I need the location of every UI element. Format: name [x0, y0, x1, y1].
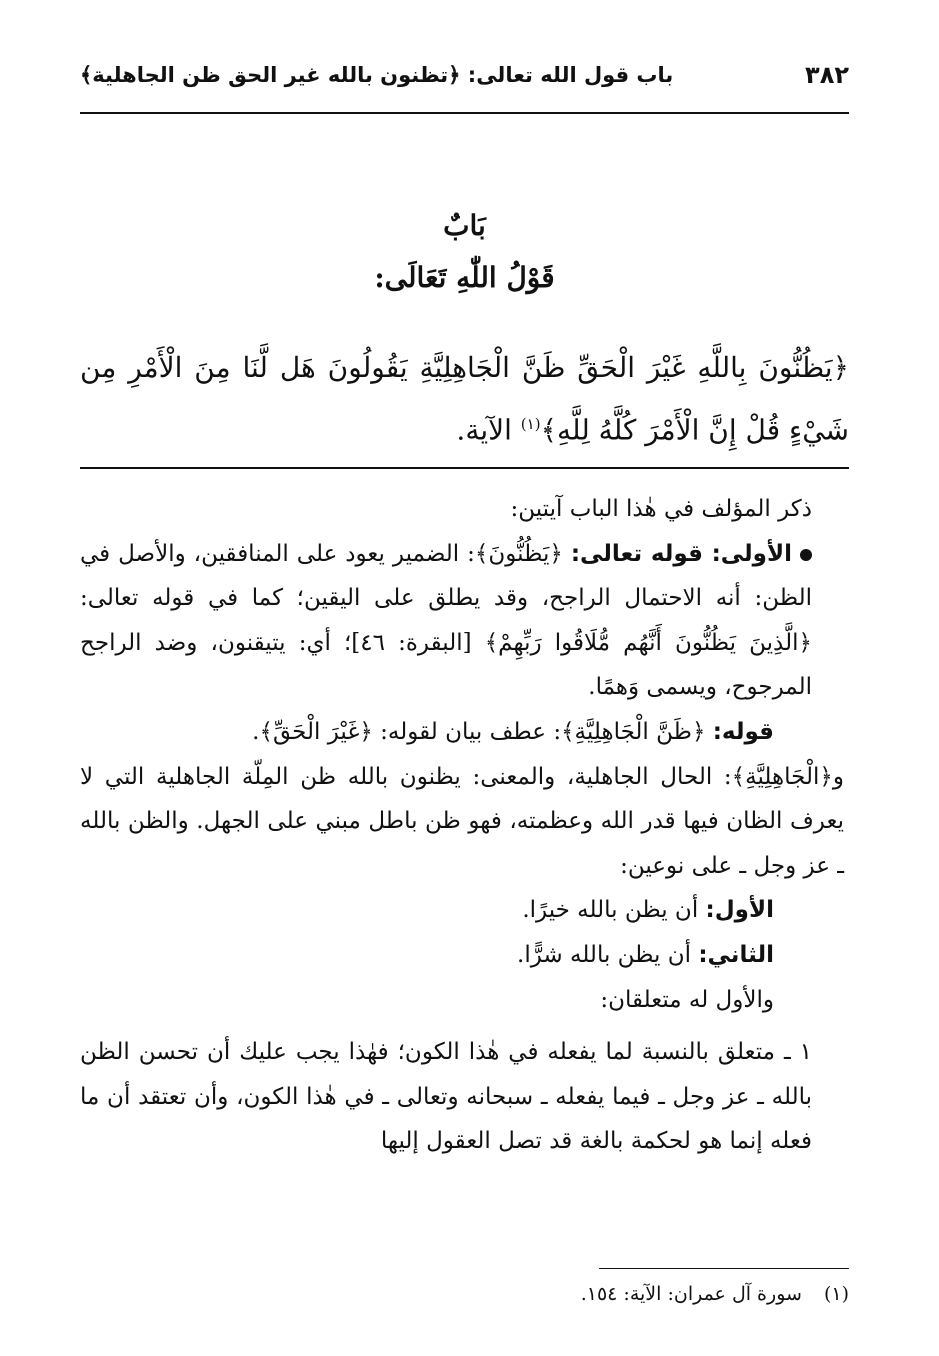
type-two: [80, 933, 844, 978]
footnote-ref: (١): [520, 415, 541, 433]
paragraph-first-verse: [80, 532, 844, 710]
verse-text: ﴿يَظُنُّونَ بِاللَّهِ غَيْرَ الْحَقِّ ظَنَّ الْجَاهِلِيَّةِ يَقُولُونَ هَل لَّنَا مِنَ الْأَمْرِ مِن شَيْءٍ قُلْ إِنَّ الْأَمْرَ كُلَّهُ لِلَّهِ﴾: [80, 351, 849, 447]
chapter-heading: [80, 200, 849, 304]
footnote-text: سورة آل عمران: الآية: ١٥٤.: [580, 1283, 802, 1305]
commentary-body: [80, 487, 844, 1164]
running-header: [80, 50, 849, 100]
header-rule: [80, 112, 849, 114]
section-rule: [80, 467, 849, 469]
footnote-number: (١): [823, 1283, 849, 1305]
running-title: باب قول الله تعالى: ﴿تظنون بالله غير الحق ظن الجاهلية﴾: [80, 63, 674, 87]
chapter-label: بَابٌ: [443, 209, 486, 242]
paragraph-jahiliyya: و﴿الْجَاهِلِيَّةِ﴾: الحال الجاهلية، والمعنى: يظنون بالله ظن المِلّة الجاهلية التي لا يعرف الظان فيها قدر الله وعظمته، فهو ظن باطل مبني على الجهل. والظن بالله ـ عز وجل ـ على نوعين:: [80, 763, 844, 879]
type-two-text: أن يظن بالله شرًّا.: [517, 941, 699, 968]
second-text: ﴿ظَنَّ الْجَاهِلِيَّةِ﴾: عطف بيان لقوله: ﴿غَيْرَ الْحَقِّ﴾.: [252, 718, 713, 745]
chapter-title: قَوْلُ اللّٰهِ تَعَالَى:: [374, 261, 555, 294]
first-lead: الأولى: قوله تعالى:: [570, 540, 792, 567]
type-one-relations: والأول له متعلقان:: [600, 986, 774, 1013]
paragraph-intro: ذكر المؤلف في هٰذا الباب آيتين:: [510, 496, 812, 522]
page-number: ٣٨٢: [805, 61, 849, 89]
verse-tail: الآية.: [456, 413, 521, 447]
type-one-text: أن يظن بالله خيرًا.: [522, 897, 706, 924]
paragraph-second: [80, 710, 844, 755]
footnote-rule: [599, 1268, 849, 1269]
numbered-item-1: ١ ـ متعلق بالنسبة لما يفعله في هٰذا الكون؛ فهٰذا يجب عليك أن تحسن الظن بالله ـ عز وجل ـ فيما يفعله ـ سبحانه وتعالى ـ في هٰذا الكون، وأن تعتقد أن ما فعله إنما هو لحكمة بالغة قد تصل العقول إليها: [80, 1039, 813, 1155]
footnote: [80, 1280, 849, 1308]
type-one: [80, 888, 844, 933]
type-two-lead: الثاني:: [698, 941, 774, 968]
second-lead: قوله:: [712, 718, 774, 745]
first-text: ﴿يَظُنُّونَ﴾: الضمير يعود على المنافقين، والأصل في الظن: أنه الاحتمال الراجح، وقد يطلق على اليقين؛ كما في قوله تعالى: ﴿الَّذِينَ يَظُنُّونَ أَنَّهُم مُّلَاقُوا رَبِّهِمْ﴾ [البقرة: ٤٦]؛ أي: يتيقنون، وضد الراجح المرجوح، ويسمى وَهمًا.: [80, 540, 812, 701]
type-one-lead: الأول:: [705, 897, 774, 924]
bullet-icon: [800, 549, 812, 561]
quran-verse: [80, 340, 849, 458]
